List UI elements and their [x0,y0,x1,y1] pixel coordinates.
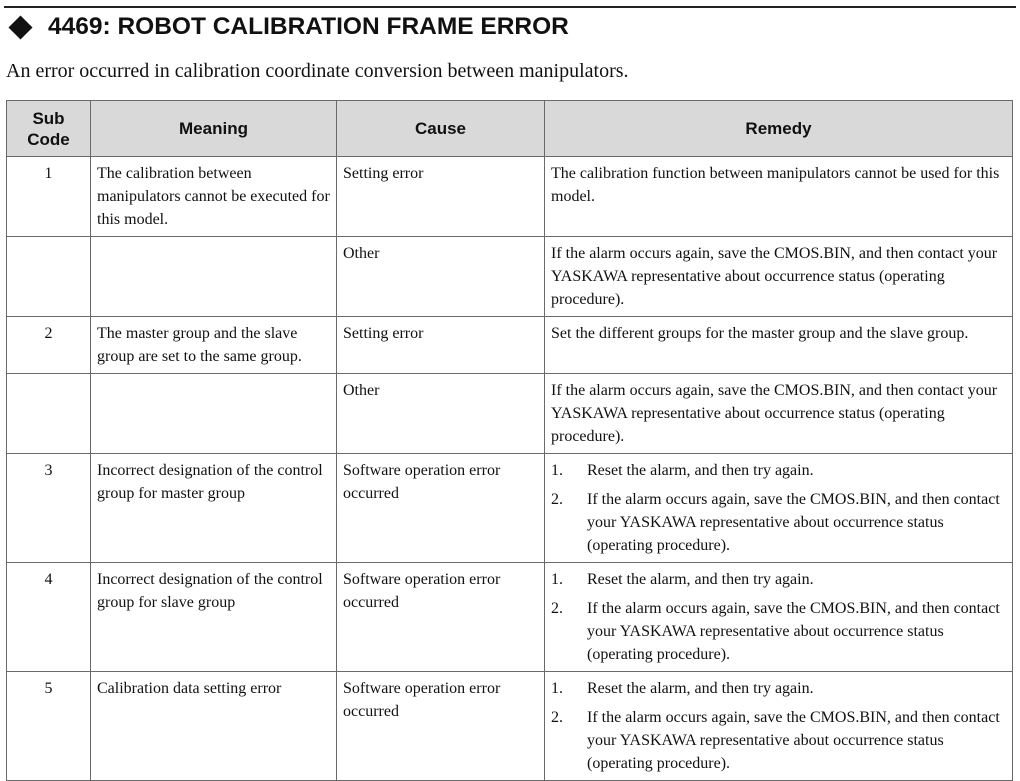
remedy-cell [545,454,1013,563]
error-table [6,100,1013,781]
step-number: 2. [551,600,563,617]
step-text: If the alarm occurs again, save the CMOS.BIN, and then contact your YASKAWA representative about occurrence status (operating procedure). [587,491,1000,554]
table-row [7,157,1013,237]
remedy-steps [551,677,1006,775]
remedy-step [551,568,1006,591]
remedy-step [551,488,1006,557]
remedy-cell: If the alarm occurs again, save the CMOS.BIN, and then contact your YASKAWA representative about occurrence status (operating procedure). [545,374,1013,454]
meaning-cell [91,237,337,317]
error-description: An error occurred in calibration coordinate conversion between manipulators. [6,60,629,82]
remedy-steps [551,568,1006,666]
sub-code-cell: 4 [7,563,91,672]
step-number: 1. [551,680,563,697]
meaning-cell: Incorrect designation of the control group for master group [91,454,337,563]
section-heading [6,13,569,41]
remedy-step [551,677,1006,700]
top-rule [4,6,1016,8]
remedy-step [551,706,1006,775]
section-title: 4469: ROBOT CALIBRATION FRAME ERROR [48,13,569,40]
step-text: Reset the alarm, and then try again. [587,571,814,588]
remedy-step [551,597,1006,666]
sub-code-cell [7,374,91,454]
cause-cell: Other [337,237,545,317]
meaning-cell: Incorrect designation of the control group for slave group [91,563,337,672]
table-row [7,563,1013,672]
header-sub-code: Sub Code [7,101,91,157]
step-number: 1. [551,462,563,479]
table-row [7,317,1013,374]
remedy-cell: The calibration function between manipulators cannot be used for this model. [545,157,1013,237]
remedy-cell [545,672,1013,781]
sub-code-cell: 5 [7,672,91,781]
table-row [7,374,1013,454]
step-text: If the alarm occurs again, save the CMOS.BIN, and then contact your YASKAWA representative about occurrence status (operating procedure). [587,709,1000,772]
cause-cell: Software operation error occurred [337,672,545,781]
cause-cell: Setting error [337,317,545,374]
step-text: Reset the alarm, and then try again. [587,462,814,479]
sub-code-cell: 3 [7,454,91,563]
step-number: 1. [551,571,563,588]
sub-code-cell [7,237,91,317]
step-number: 2. [551,709,563,726]
step-number: 2. [551,491,563,508]
table-row [7,237,1013,317]
cause-cell: Setting error [337,157,545,237]
table-row [7,454,1013,563]
table-row [7,672,1013,781]
remedy-step [551,459,1006,482]
remedy-cell: If the alarm occurs again, save the CMOS.BIN, and then contact your YASKAWA representative about occurrence status (operating procedure). [545,237,1013,317]
meaning-cell: Calibration data setting error [91,672,337,781]
cause-cell: Software operation error occurred [337,563,545,672]
remedy-cell [545,563,1013,672]
step-text: Reset the alarm, and then try again. [587,680,814,697]
header-remedy: Remedy [545,101,1013,157]
meaning-cell: The master group and the slave group are set to the same group. [91,317,337,374]
meaning-cell: The calibration between manipulators cannot be executed for this model. [91,157,337,237]
cause-cell: Other [337,374,545,454]
diamond-bullet-icon [8,15,32,39]
cause-cell: Software operation error occurred [337,454,545,563]
header-cause: Cause [337,101,545,157]
sub-code-cell: 1 [7,157,91,237]
header-meaning: Meaning [91,101,337,157]
sub-code-cell: 2 [7,317,91,374]
table-header-row [7,101,1013,157]
step-text: If the alarm occurs again, save the CMOS.BIN, and then contact your YASKAWA representative about occurrence status (operating procedure). [587,600,1000,663]
remedy-steps [551,459,1006,557]
remedy-cell: Set the different groups for the master group and the slave group. [545,317,1013,374]
meaning-cell [91,374,337,454]
